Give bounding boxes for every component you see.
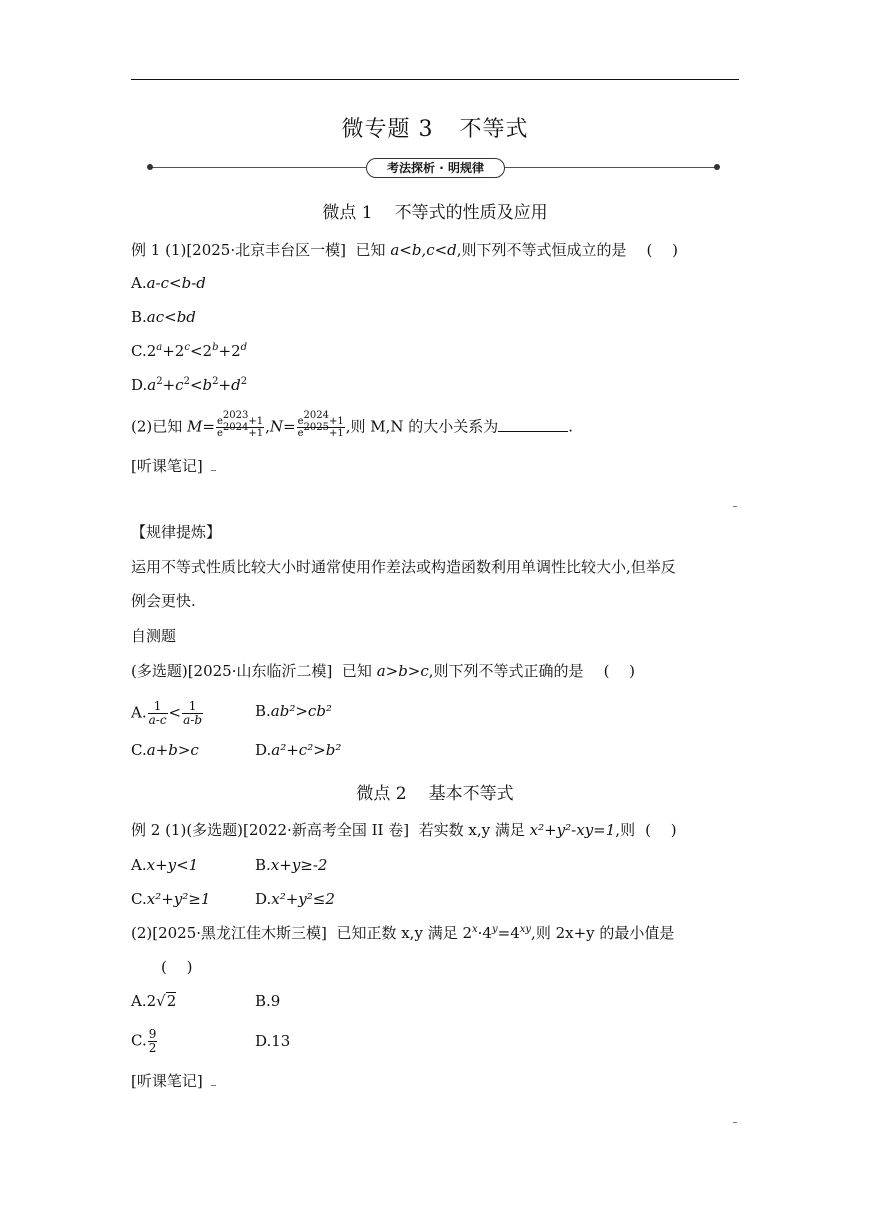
rule-text-line2: 例会更快.	[131, 592, 196, 610]
banner-line-right	[503, 167, 717, 168]
section-banner: 考法探析 · 明规律	[366, 158, 505, 178]
ex2-part2-option-c: C. $\frac{9}{2}$	[131, 1027, 157, 1055]
notes-label-1: [听课笔记]	[131, 456, 216, 476]
ex1-option-b: B.ac<bd	[131, 308, 196, 326]
example2-stem: 例 2 (1)(多选题)[2022·新高考全国 II 卷] 若实数 x,y 满足 x²+y²-xy=1,则 ( )	[131, 821, 677, 839]
ex2-part2-option-b: B.9	[255, 992, 281, 1010]
top-rule	[131, 79, 739, 80]
margin-tick-2	[733, 1122, 737, 1123]
page-title	[0, 112, 870, 143]
ex2-option-c: C.x²+y²≥1	[131, 890, 211, 908]
margin-tick-1	[733, 506, 737, 507]
example1-stem: 例 1 (1)[2025·北京丰台区一模] 已知 a<b,c<d,则下列不等式恒成立的是 ( )	[131, 241, 679, 259]
ex2-part2-stem: (2)[2025·黑龙江佳木斯三模] 已知正数 x,y 满足 $2^x\cdot 4^y=4^{xy}$,则 2x+y 的最小值是	[131, 924, 675, 942]
ex2-part2-paren: ( )	[161, 958, 193, 976]
fraction-M: $\frac{e^{2023}+1}{e^{2024}+1}$	[216, 410, 264, 439]
title-sub: 不等式	[459, 117, 529, 142]
ex2-part2-option-d: D.13	[255, 1032, 291, 1050]
ex2-part2-option-a: A.2√2	[131, 992, 177, 1010]
section2-heading: 微点 2 基本不等式	[356, 784, 514, 804]
selftest-stem: (多选题)[2025·山东临沂二模] 已知 a>b>c,则下列不等式正确的是 ( )	[131, 662, 636, 680]
ex2-option-b: B.x+y≥-2	[255, 856, 328, 874]
ex2-option-a: A.x+y<1	[131, 856, 199, 874]
rule-heading: 【规律提炼】	[131, 523, 222, 541]
title-main: 微专题 3	[341, 117, 434, 142]
banner-dot-right	[714, 164, 720, 170]
selftest-option-c: C.a+b>c	[131, 741, 199, 759]
fraction-N: $\frac{e^{2024}+1}{e^{2025}+1}$	[297, 410, 344, 439]
notes-label-2: [听课笔记]	[131, 1071, 216, 1091]
selftest-heading: 自测题	[131, 627, 177, 645]
section1-heading: 微点 1 不等式的性质及应用	[322, 203, 548, 223]
ex2-option-d: D.x²+y²≤2	[255, 890, 335, 908]
selftest-option-b: B.ab²>cb²	[255, 702, 332, 720]
rule-text-line1: 运用不等式性质比较大小时通常使用作差法或构造函数利用单调性比较大小,但举反	[131, 558, 676, 576]
banner-line-left	[150, 167, 366, 168]
selftest-option-a: A. $\frac{1}{a-c}$ < $\frac{1}{a-b}$	[131, 699, 203, 727]
ex1-option-a: A.a-c<b-d	[131, 274, 206, 292]
ex1-part2: (2)已知 M= $\frac{e^{2023}+1}{e^{2024}+1}$ ,N= $\frac{e^{2024}+1}{e^{2025}+1}$ ,则 M,N 的大小关系为 .	[131, 410, 574, 439]
ex1-option-c: $C.2^a+2^c<2^b+2^d$	[131, 342, 248, 360]
answer-blank[interactable]	[498, 417, 568, 432]
banner-dot-left	[147, 164, 153, 170]
selftest-option-d: D.a²+c²>b²	[255, 741, 342, 759]
ex1-option-d: $D.a^2+c^2<b^2+d^2$	[131, 376, 248, 394]
